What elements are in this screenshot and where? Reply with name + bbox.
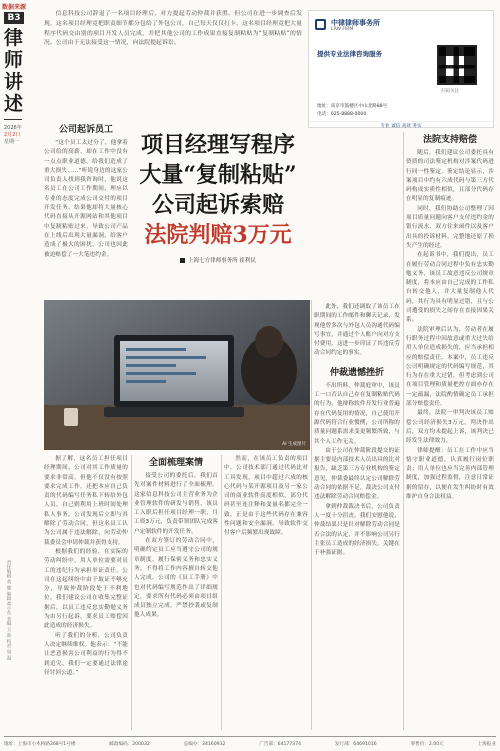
headline-line-3: 公司起诉索赔	[151, 192, 284, 218]
mid-paragraph: 此外，我们还调取了该员工在职期间的工作邮件和聊天记录，发现他曾多次与外包人员沟通代码编写事宜，并通过个人账户向对方支付费用，这进一步印证了其违反劳动合同约定的事实。	[314, 304, 400, 357]
masthead	[4, 12, 36, 172]
byline	[130, 256, 306, 264]
ad-box	[308, 10, 494, 128]
column-divider	[221, 455, 222, 730]
left-column	[44, 122, 128, 260]
headline-line-2: 大量“复制粘贴”	[139, 162, 297, 188]
footer-printer: 上海报业	[477, 741, 496, 747]
right-paragraph: 律师提醒：员工在工作中应当恪守职业道德，认真履行岗位职责；用人单位也应当完善内部管理制度，加强过程监督，注意日常证据的留存，以便在发生纠纷时有效维护自身合法权益。	[406, 447, 494, 500]
left-column-lower	[44, 455, 128, 678]
page-code: B3	[4, 12, 24, 24]
qr-code	[437, 45, 477, 85]
fourth-column	[314, 303, 400, 558]
mid2-paragraph: 不出所料，仲裁庭审中，该员工一口否认自己存在复制粘贴代码的行为，他辩称软件开发行业普遍存在代码复用的情况，自己使用开源代码符合行业惯例，公司所称的质量问题系需求变更频繁所致，与其个人工作无关。	[314, 382, 400, 445]
mid2-section-title: 仲裁遗憾挫折	[329, 367, 384, 378]
footer-distribution: 发行部：64691016	[334, 741, 377, 747]
mid-paragraph: 然而，在该员工负责的项目中，公司技术部门通过代码比对工具发现，项目中超过六成的核心代码与某开源项目及另一家公司的商业软件高度相似，部分代码甚至连注释和变量名都完全一致。正是由于这些代码存在兼容性问题和安全漏洞，导致软件交付客户后频繁出现故障。	[224, 456, 308, 537]
issue-date: 2月2日	[4, 132, 21, 138]
right-column	[406, 132, 494, 502]
right-section-title: 法院支持赔偿	[422, 135, 477, 145]
mid-section-title: 全面梳理案情	[148, 458, 203, 468]
mid2-paragraph: 拿到仲裁裁决书后，公司负责人一度十分沮丧。我们安慰他说，仲裁结果只是针对解除劳动合同是否合法的认定，并不影响公司另行主张员工造成的经济损失，关键在于补强证据。	[314, 503, 400, 557]
footer	[4, 736, 496, 748]
ad-address: 地址：南京市鼓楼区中山北路88号	[317, 104, 388, 109]
mid2-paragraph: 由于公司在仲裁阶段提交的证据主要是内部技术人员出具的比对报告，缺乏第三方专业机构的鉴定意见，仲裁委最终认定公司解除劳动合同的依据不足，裁决公司支付违法解除劳动合同赔偿金。	[314, 447, 400, 501]
intro-text: 信息科技公司辞退了一名项目经理后，对方提起劳动仲裁并获胜。但公司在进一步调查后发现，这名项目经理竟把职责细节都分包给了外包公司，自己每天仅仅打卡，这名项目经理竟把大量程序代码交由别的项目开发人员完成，并把其他公司的工作成果直接复制粘贴为“复制粘贴”的情况。公司由于无法接受这一情况，向法院提起诉讼。	[44, 11, 302, 47]
photo-caption: AI 生成图片	[282, 442, 306, 447]
left-paragraph: 根据我们的经验，在实际的劳动纠纷中，用人单位需要对员工的违纪行为承担举证责任。公司在这起纠纷中由于取证不够充分，导致仲裁阶段处于不利地位。我们建议公司在收集完整证据后，以员工违反忠实勤勉义务为由另行起诉，要求员工赔偿因此造成的经济损失。	[44, 548, 128, 630]
headline-line-1: 项目经理写程序	[140, 132, 295, 158]
footer-address: 地址：上海市小木桥路268号1号楼	[4, 741, 76, 747]
mid-paragraph: 在双方签订的劳动合同中，明确约定员工应当遵守公司的规章制度，履行保密义务和忠实义务，不得将工作内容擅自转交他人完成。公司的《员工手册》中也对代码编写规范作出了详细规定，要求所有代码必须由项目组成员独立完成，严禁抄袭或复制他人成果。	[134, 538, 218, 619]
column-divider	[403, 132, 404, 730]
footer-postcode: 邮政编码：200032	[109, 741, 150, 747]
firm-name-en: LAW FIRM	[331, 27, 354, 32]
left-paragraph: 据了解，这名员工担任项目经理期间，公司对其工作质量的要求非常高，但他不仅没有按照要求完成工作，还把本应自己负责的代码编写任务私下转给外包人员，自己则利用上班时间处理私人事务。公司发现后立即与其解除了劳动合同，但这名员工认为公司属于违法解除，向劳动仲裁委员会申请仲裁并获得支持。	[44, 456, 128, 546]
ad-tagline: 提供专业法律咨询服务	[317, 50, 382, 58]
left-paragraph: 听了我们的分析，公司负责人决定继续维权。他表示：“不能让恶意损害公司利益的行为得不到追究，我们一定要通过法律途径讨回公道。”	[44, 632, 128, 676]
photo	[44, 300, 310, 450]
right-paragraph: 同时，我们协助公司整理了因项目质量问题向客户支付违约金的银行流水、双方往来函件以及客户出具的投诉材料，完整地还原了损失产生的经过。	[406, 205, 494, 249]
footer-editorial-phone: 总编办：34160932	[183, 741, 226, 747]
left-paragraph: “这个员工太过分了，他拿着公司给的高薪，却在工作中没有一点点职业道德，给我们造成了重大损失……”听说身边的这家公司负责人找到我咨询时，他说这名员工在公司工作期间，理应以专业的态度完成公司交付的项目开发任务，结果他却将大量核心代码直接从开源网站和其他项目中复制粘贴过来，导致公司产品在上线后出现大量漏洞，给客户造成了极大的困扰，公司也因此被迫赔偿了一大笔违约金。	[44, 140, 128, 258]
byline-text: 上海七方律师事务所 崔利民	[188, 258, 256, 264]
right-paragraph: 法院审理后认为，劳动者在履行职务过程中因故意或重大过失给用人单位造成损失的，应当承担相应的赔偿责任。本案中，员工违反公司明确规定的代码编写规范，其行为存在重大过错，但考虑到公司在项目管理和质量把控方面亦存在一定疏漏，法院酌情确定员工承担部分赔偿责任。	[406, 326, 494, 408]
source-tag: 数据来源	[2, 4, 27, 11]
right-paragraph: 最终，法院一审判决该员工赔偿公司经济损失3万元。判决作出后，双方均未提起上诉，该判决已经发生法律效力。	[406, 410, 494, 445]
headline-block	[130, 130, 306, 320]
issue-weekday: 星期一	[4, 139, 20, 145]
firm-logo	[315, 19, 326, 30]
footer-ad-phone: 广告部：64177374	[259, 741, 302, 747]
byline-marker-icon	[180, 258, 185, 263]
firm-name: 中律律师事务所	[331, 19, 380, 27]
photo-illustration	[44, 300, 310, 450]
third-column	[224, 455, 308, 539]
column-divider	[131, 455, 132, 730]
left-section-title: 公司起诉员工	[58, 125, 113, 135]
right-paragraph: 在起诉书中，我们提出，员工在履行劳动合同过程中负有忠实勤勉义务，该员工故意违反公司规章制度，将本应由自己完成的工作私自转交他人，并大量复制他人代码，其行为具有明显过错，且与公司遭受的损失之间存在直接因果关系。	[406, 252, 494, 324]
ad-phone: 电话：025-8888-0000	[317, 112, 367, 117]
section-title: 律师讲述	[4, 27, 24, 115]
intro-box	[44, 10, 302, 120]
qr-caption: 扫码关注	[441, 89, 459, 94]
right-paragraph: 随后，我们建议公司委托具有资质的司法鉴定机构对涉案代码进行同一性鉴定。鉴定结论显示，涉案项目中约有六成代码与第三方代码构成实质性相似，且部分代码存在明显的复制痕迹。	[406, 150, 494, 203]
issue-year: 2026年	[4, 125, 22, 131]
mid-paragraph: 接受公司的委托后，我们首先对案件材料进行了全面梳理。这家信息科技公司主营业务为企业管理软件的研发与销售，该员工入职后担任项目经理一职，月工资3万元，负责带领团队完成客户定制软件的开发任务。	[134, 473, 218, 535]
column-divider	[311, 300, 312, 730]
editor-line: 责任编辑 黄 健 编辑 黄小东 美编 王 新 校对 周 磊	[6, 560, 11, 660]
middle-column	[134, 455, 218, 621]
section-divider	[4, 119, 22, 120]
ad-footer: 专业 诚信 高效 务实	[309, 121, 493, 129]
headline-line-4: 法院判赔3万元	[144, 222, 292, 248]
footer-price: 零售价：2.00元	[410, 741, 444, 747]
